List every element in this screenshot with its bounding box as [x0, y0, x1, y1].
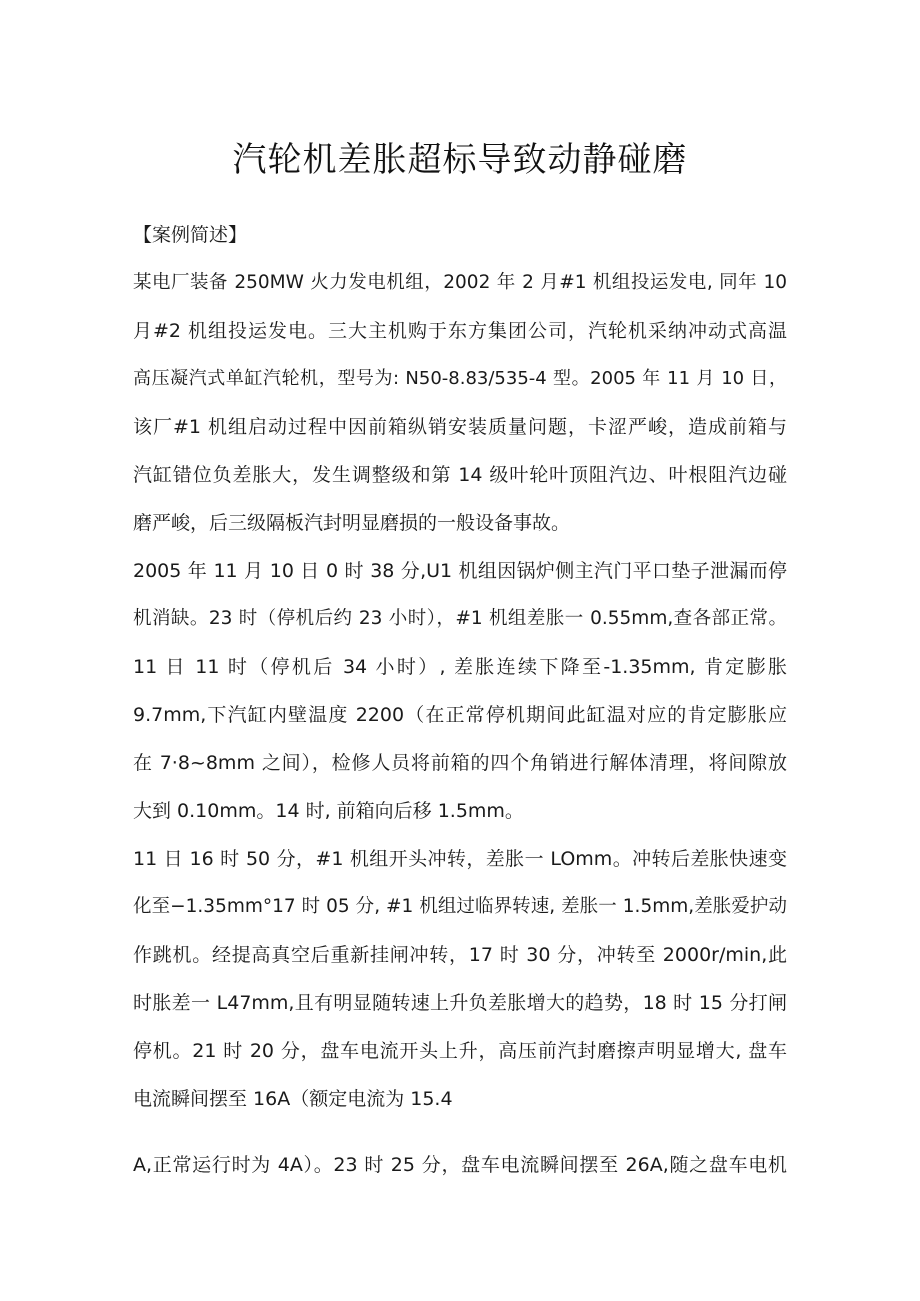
text-line: 11 日 16 时 50 分，#1 机组开头冲转，差胀一 LOmm。冲转后差胀快速变 [133, 848, 787, 870]
text-line: 电流瞬间摆至 16A（额定电流为 15.4 [133, 1088, 453, 1110]
text-line: 某电厂装备 250MW 火力发电机组，2002 年 2 月#1 机组投运发电, 同年 10 [133, 272, 787, 293]
text-line: 作跳机。经提高真空后重新挂闸冲转，17 时 30 分，冲转至 2000r/min,此 [133, 944, 787, 966]
text-line: 汽缸错位负差胀大，发生调整级和第 14 级叶轮叶顶阻汽边、叶根阻汽边碰 [133, 464, 787, 486]
text-line: 机消缺。23 时（停机后约 23 小时），#1 机组差胀一 0.55mm,查各部正常。 [133, 608, 787, 629]
page-title: 汽轮机差胀超标导致动静碰磨 [232, 140, 688, 180]
text-line: 大到 0.10mm。14 时, 前箱向后移 1.5mm。 [133, 800, 524, 822]
text-line: 9.7mm,下汽缸内壁温度 2200（在正常停机期间此缸温对应的肯定膨胀应 [133, 704, 787, 726]
text-line: 2005 年 11 月 10 日 0 时 38 分,U1 机组因锅炉侧主汽门平口垫子泄漏而停 [133, 560, 787, 582]
text-line: 停机。21 时 20 分，盘车电流开头上升，高压前汽封磨擦声明显增大, 盘车 [133, 1040, 787, 1062]
text-line: 11 日 11 时（停机后 34 小时）, 差胀连续下降至-1.35mm, 肯定膨胀 [133, 656, 787, 678]
text-line: 磨严峻，后三级隔板汽封明显磨损的一般设备事故。 [133, 512, 571, 534]
text-line: 该厂#1 机组启动过程中因前箱纵销安装质量问题，卡涩严峻，造成前箱与 [133, 416, 787, 438]
text-line: 时胀差一 L47mm,且有明显随转速上升负差胀增大的趋势，18 时 15 分打闸 [133, 992, 787, 1014]
text-line: A,正常运行时为 4A）。23 时 25 分，盘车电流瞬间摆至 26A,随之盘车电机 [133, 1154, 787, 1176]
text-line: 月#2 机组投运发电。三大主机购于东方集团公司，汽轮机采纳冲动式高温 [133, 320, 787, 342]
section-heading: 【案例简述】 [133, 224, 248, 246]
text-line: 在 7·8~8mm 之间），检修人员将前箱的四个角销进行解体清理，将间隙放 [133, 752, 787, 774]
text-line: 化至−1.35mm°17 时 05 分, #1 机组过临界转速, 差胀一 1.5mm,差胀爱护动 [133, 896, 787, 917]
text-line: 高压凝汽式单缸汽轮机，型号为: N50-8.83/535-4 型。2005 年 11 月 10 日， [133, 368, 787, 389]
